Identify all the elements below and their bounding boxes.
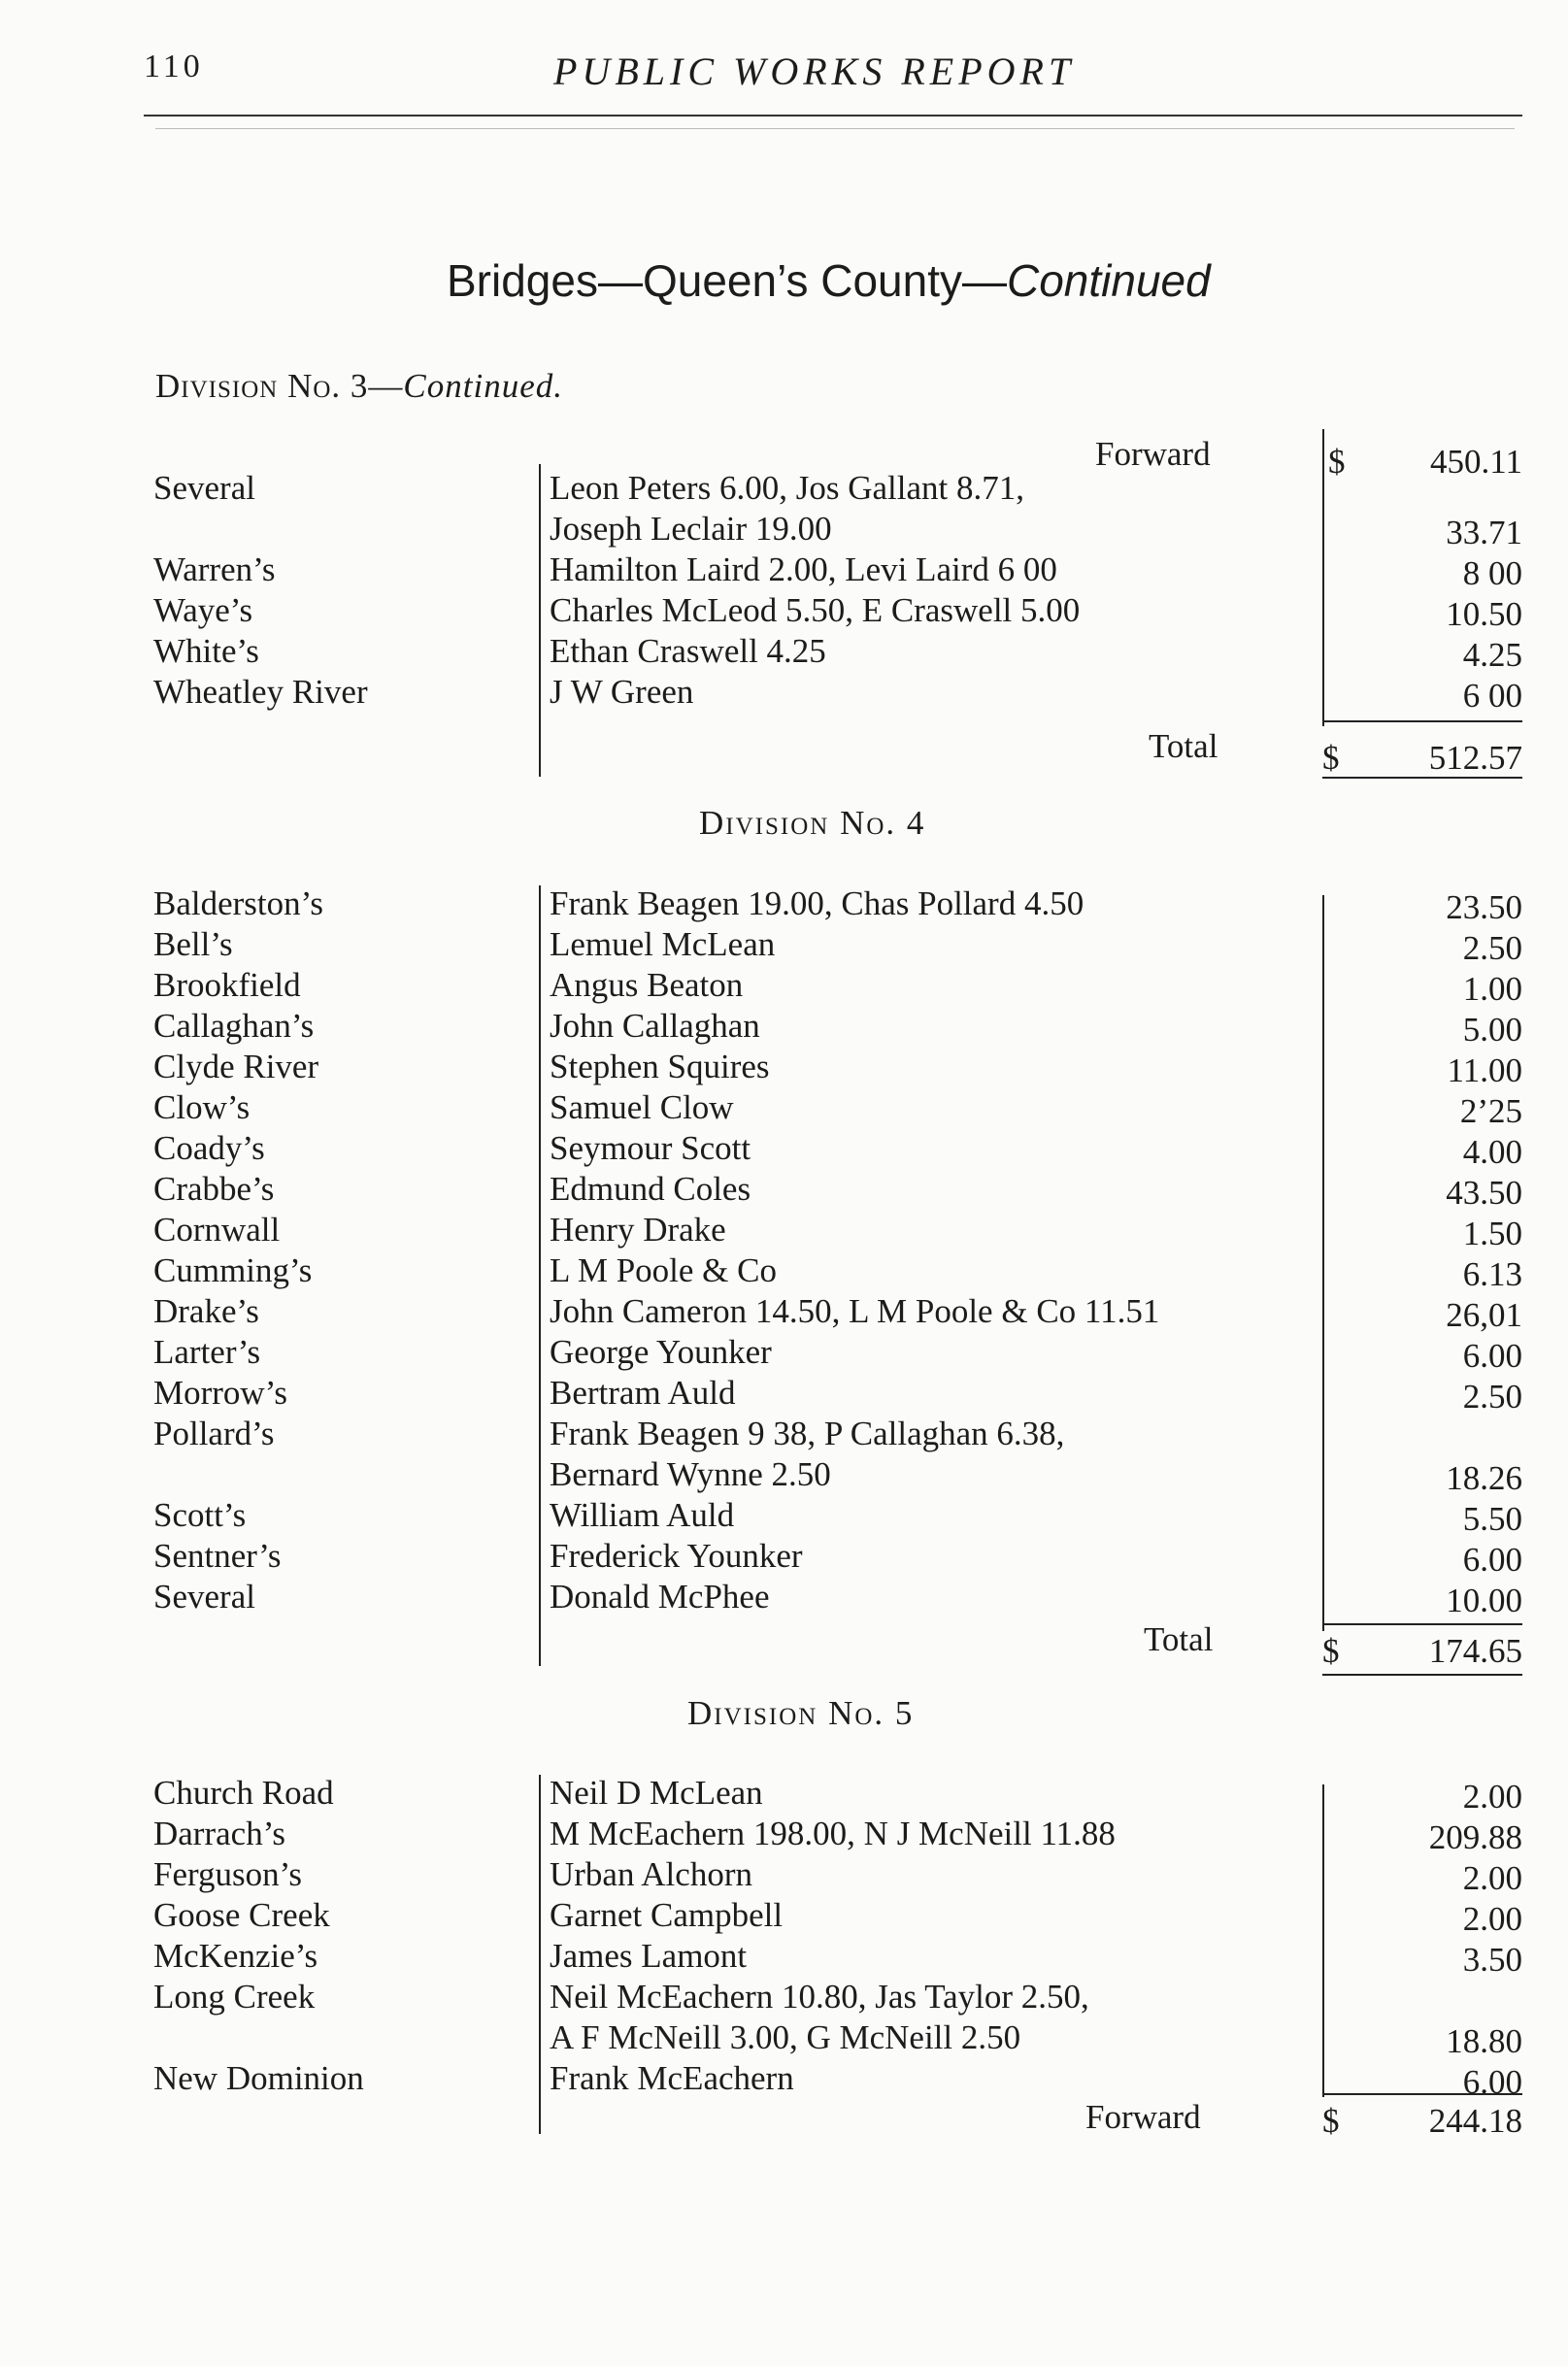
bridge-name: Clow’s (153, 1088, 250, 1126)
payee-line: M McEachern 198.00, N J McNeill 11.88 (550, 1815, 1116, 1852)
payee-line: Frank Beagen 9 38, P Callaghan 6.38, (550, 1415, 1065, 1452)
bridge-name: Clyde River (153, 1048, 319, 1085)
payee-line: Seymour Scott (550, 1129, 751, 1167)
amount: 23.50 (1446, 888, 1522, 926)
payee-line: A F McNeill 3.00, G McNeill 2.50 (550, 2018, 1021, 2056)
payee-line: Joseph Leclair 19.00 (550, 510, 832, 548)
division-3-continued: Continued. (403, 367, 563, 405)
amount: 3.50 (1462, 1941, 1522, 1979)
div4-total-amount: 174.65 (1428, 1632, 1522, 1670)
div5-subtotal-rule (1322, 2093, 1522, 2095)
payee-line: Frank Beagen 19.00, Chas Pollard 4.50 (550, 884, 1084, 922)
payee-line: George Younker (550, 1333, 772, 1371)
bridge-name: Callaghan’s (153, 1007, 315, 1045)
amount: 10.50 (1446, 595, 1522, 633)
amount: 6 00 (1462, 677, 1522, 715)
div3-right-rule (1322, 429, 1324, 726)
amount: 2.00 (1462, 1859, 1522, 1897)
amount: 43.50 (1446, 1174, 1522, 1212)
bridge-name: Drake’s (153, 1292, 259, 1330)
bridge-name: Sentner’s (153, 1537, 282, 1575)
div3-forward-amount: 450.11 (1430, 443, 1522, 481)
division-3-heading (155, 367, 563, 406)
bridge-name: McKenzie’s (153, 1937, 318, 1975)
amount: 8 00 (1462, 554, 1522, 592)
payee-line: Charles McLeod 5.50, E Craswell 5.00 (550, 591, 1081, 629)
header-rule (144, 115, 1522, 117)
div4-total-rule (1322, 1674, 1522, 1676)
bridge-name: Ferguson’s (153, 1855, 302, 1893)
payee-line: Garnet Campbell (550, 1896, 784, 1934)
amount: 18.26 (1446, 1459, 1522, 1497)
division-5-heading: Division No. 5 (687, 1694, 915, 1732)
payee-line: James Lamont (550, 1937, 748, 1975)
div4-left-rule (539, 885, 541, 1666)
div5-left-rule (539, 1775, 541, 2134)
amount: 33.71 (1446, 514, 1522, 551)
payee-line: William Auld (550, 1496, 735, 1534)
amount: 4.25 (1462, 636, 1522, 674)
bridge-name: Brookfield (153, 966, 301, 1004)
payee-line: Neil D McLean (550, 1774, 763, 1812)
payee-line: Bernard Wynne 2.50 (550, 1455, 831, 1493)
div5-forward-dollar: $ (1322, 2102, 1340, 2140)
bridge-name: Waye’s (153, 591, 253, 629)
payee-line: John Callaghan (550, 1007, 760, 1045)
payee-line: Hamilton Laird 2.00, Levi Laird 6 00 (550, 550, 1057, 588)
title-continued: Continued (1007, 255, 1211, 306)
amount: 5.00 (1462, 1011, 1522, 1049)
bridge-name: White’s (153, 632, 259, 670)
div5-right-rule (1322, 1784, 1324, 2097)
div5-forward-label: Forward (1085, 2098, 1201, 2136)
payee-line: John Cameron 14.50, L M Poole & Co 11.51 (550, 1292, 1160, 1330)
bridge-name: Warren’s (153, 550, 276, 588)
bridge-name: New Dominion (153, 2059, 364, 2097)
payee-line: Lemuel McLean (550, 925, 776, 963)
bridge-name: Pollard’s (153, 1415, 275, 1452)
div3-total-dollar: $ (1322, 739, 1340, 777)
payee-line: Angus Beaton (550, 966, 744, 1004)
amount: 6.00 (1462, 1541, 1522, 1579)
amount: 10.00 (1446, 1582, 1522, 1619)
amount: 2.00 (1462, 1778, 1522, 1816)
page-title (447, 254, 1211, 307)
payee-line: Bertram Auld (550, 1374, 736, 1412)
payee-line: Frank McEachern (550, 2059, 794, 2097)
bridge-name: Long Creek (153, 1978, 316, 2016)
division-4-heading: Division No. 4 (699, 804, 926, 842)
payee-line: Frederick Younker (550, 1537, 803, 1575)
div3-total-rule (1322, 777, 1522, 779)
bridge-name: Goose Creek (153, 1896, 330, 1934)
payee-line: Urban Alchorn (550, 1855, 752, 1893)
bridge-name: Church Road (153, 1774, 334, 1812)
div4-total-label: Total (1144, 1620, 1214, 1658)
amount: 209.88 (1428, 1818, 1522, 1856)
bridge-name: Morrow’s (153, 1374, 288, 1412)
amount: 1.50 (1462, 1215, 1522, 1252)
payee-line: Samuel Clow (550, 1088, 734, 1126)
amount: 1.00 (1462, 970, 1522, 1008)
div3-total-label: Total (1149, 727, 1218, 765)
bridge-name: Cumming’s (153, 1251, 313, 1289)
amount: 18.80 (1446, 2022, 1522, 2060)
bridge-name: Coady’s (153, 1129, 265, 1167)
payee-line: Henry Drake (550, 1211, 726, 1249)
amount: 6.00 (1462, 2063, 1522, 2101)
amount: 2.50 (1462, 1378, 1522, 1416)
div4-total-dollar: $ (1322, 1632, 1340, 1670)
title-main: Bridges—Queen’s County— (447, 255, 1007, 306)
payee-line: Leon Peters 6.00, Jos Gallant 8.71, (550, 469, 1024, 507)
header-rule-thin (155, 128, 1515, 129)
bridge-name: Cornwall (153, 1211, 281, 1249)
division-3-label: Division No. 3— (155, 367, 404, 405)
payee-line: Stephen Squires (550, 1048, 770, 1085)
payee-line: L M Poole & Co (550, 1251, 777, 1289)
amount: 2.00 (1462, 1900, 1522, 1938)
amount: 11.00 (1447, 1051, 1522, 1089)
div3-forward-label: Forward (1095, 435, 1211, 473)
div5-forward-amount: 244.18 (1428, 2102, 1522, 2140)
payee-line: Edmund Coles (550, 1170, 751, 1208)
bridge-name: Balderston’s (153, 884, 323, 922)
bridge-name: Crabbe’s (153, 1170, 275, 1208)
bridge-name: Bell’s (153, 925, 233, 963)
bridge-name: Several (153, 1578, 255, 1616)
amount: 26,01 (1446, 1296, 1522, 1334)
amount: 6.00 (1462, 1337, 1522, 1375)
bridge-name: Larter’s (153, 1333, 261, 1371)
payee-line: J W Green (550, 673, 694, 711)
amount: 2’25 (1459, 1092, 1522, 1130)
payee-line: Neil McEachern 10.80, Jas Taylor 2.50, (550, 1978, 1089, 2016)
div3-subtotal-rule (1322, 720, 1522, 722)
div3-left-rule (539, 464, 541, 777)
amount: 6.13 (1462, 1255, 1522, 1293)
amount: 5.50 (1462, 1500, 1522, 1538)
page-number: 110 (144, 49, 204, 84)
bridge-name: Darrach’s (153, 1815, 286, 1852)
div4-subtotal-rule (1322, 1623, 1522, 1625)
bridge-name: Several (153, 469, 255, 507)
bridge-name: Wheatley River (153, 673, 368, 711)
running-head: PUBLIC WORKS REPORT (553, 50, 1076, 93)
div3-forward-dollar: $ (1328, 443, 1346, 481)
bridge-name: Scott’s (153, 1496, 247, 1534)
payee-line: Donald McPhee (550, 1578, 770, 1616)
payee-line: Ethan Craswell 4.25 (550, 632, 826, 670)
amount: 2.50 (1462, 929, 1522, 967)
div4-right-rule (1322, 895, 1324, 1631)
amount: 4.00 (1462, 1133, 1522, 1171)
div3-total-amount: 512.57 (1428, 739, 1522, 777)
